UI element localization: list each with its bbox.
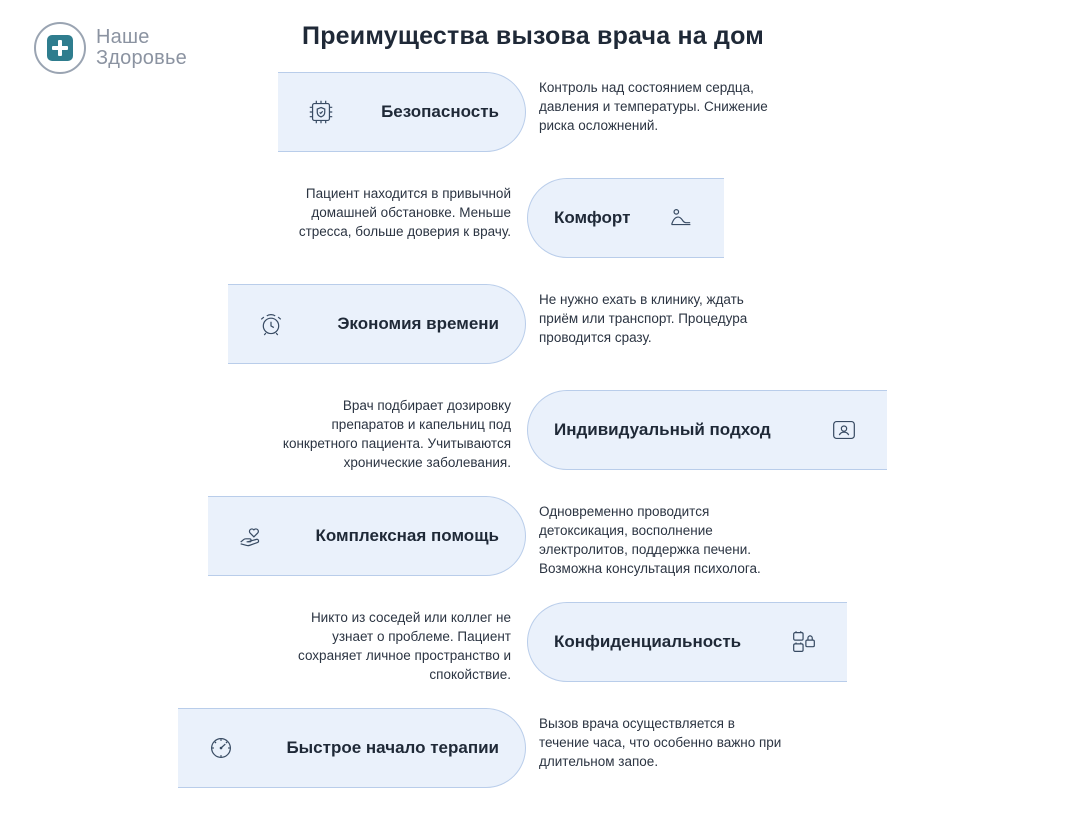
brand-name-line1: Наше: [96, 25, 150, 48]
benefit-label: Безопасность: [381, 102, 499, 121]
benefit-label: Индивидуальный подход: [554, 420, 771, 439]
benefit-label: Экономия времени: [337, 314, 499, 333]
benefit-description: Одновременно проводится детоксикация, восполнение электролитов, поддержка печени. Возможна консультация психолога.: [539, 504, 761, 577]
benefit-row: [0, 178, 1066, 266]
benefit-description: Вызов врача осуществляется в течение часа, что особенно важно при длительном запое.: [539, 716, 782, 770]
benefits-list: [0, 72, 1066, 814]
benefit-pill-fast-start[interactable]: [178, 708, 526, 788]
benefit-row: [0, 496, 1066, 584]
benefit-pill-time-saving[interactable]: [228, 284, 526, 364]
hand-heart-icon: [234, 519, 268, 553]
benefit-description: Никто из соседей или коллег не узнает о проблеме. Пациент сохраняет личное пространство и спокойствие.: [298, 610, 511, 683]
benefit-pill-confidentiality[interactable]: [527, 602, 847, 682]
shield-chip-icon: [304, 95, 338, 129]
benefit-row: [0, 390, 1066, 478]
benefit-pill-individual-approach[interactable]: [527, 390, 887, 470]
user-card-icon: [827, 413, 861, 447]
page-title: Преимущества вызова врача на дом: [302, 22, 764, 50]
benefit-row: [0, 708, 1066, 796]
benefit-pill-complex-care[interactable]: [208, 496, 526, 576]
benefit-label: Комфорт: [554, 208, 631, 227]
alarm-clock-icon: [254, 307, 288, 341]
locked-files-icon: [787, 625, 821, 659]
benefit-row: [0, 72, 1066, 160]
benefit-description: Врач подбирает дозировку препаратов и капельниц под конкретного пациента. Учитываются хронические заболевания.: [282, 398, 511, 471]
speedometer-icon: [204, 731, 238, 765]
benefit-label: Комплексная помощь: [315, 526, 499, 545]
benefit-label: Конфиденциальность: [554, 632, 742, 651]
benefit-label: Быстрое начало терапии: [286, 738, 499, 757]
benefit-pill-safety[interactable]: [278, 72, 526, 152]
benefit-row: [0, 602, 1066, 690]
benefit-row: [0, 284, 1066, 372]
relax-person-icon: [664, 201, 698, 235]
brand-name-line2: Здоровье: [96, 47, 187, 69]
benefit-description: Пациент находится в привычной домашней обстановке. Меньше стресса, больше доверия к врачу.: [298, 186, 511, 240]
benefit-description: Не нужно ехать в клинику, ждать приём или транспорт. Процедура проводится сразу.: [539, 292, 748, 346]
benefit-description: Контроль над состоянием сердца, давления и температуры. Снижение риска осложнений.: [539, 80, 768, 134]
benefit-pill-comfort[interactable]: [527, 178, 724, 258]
